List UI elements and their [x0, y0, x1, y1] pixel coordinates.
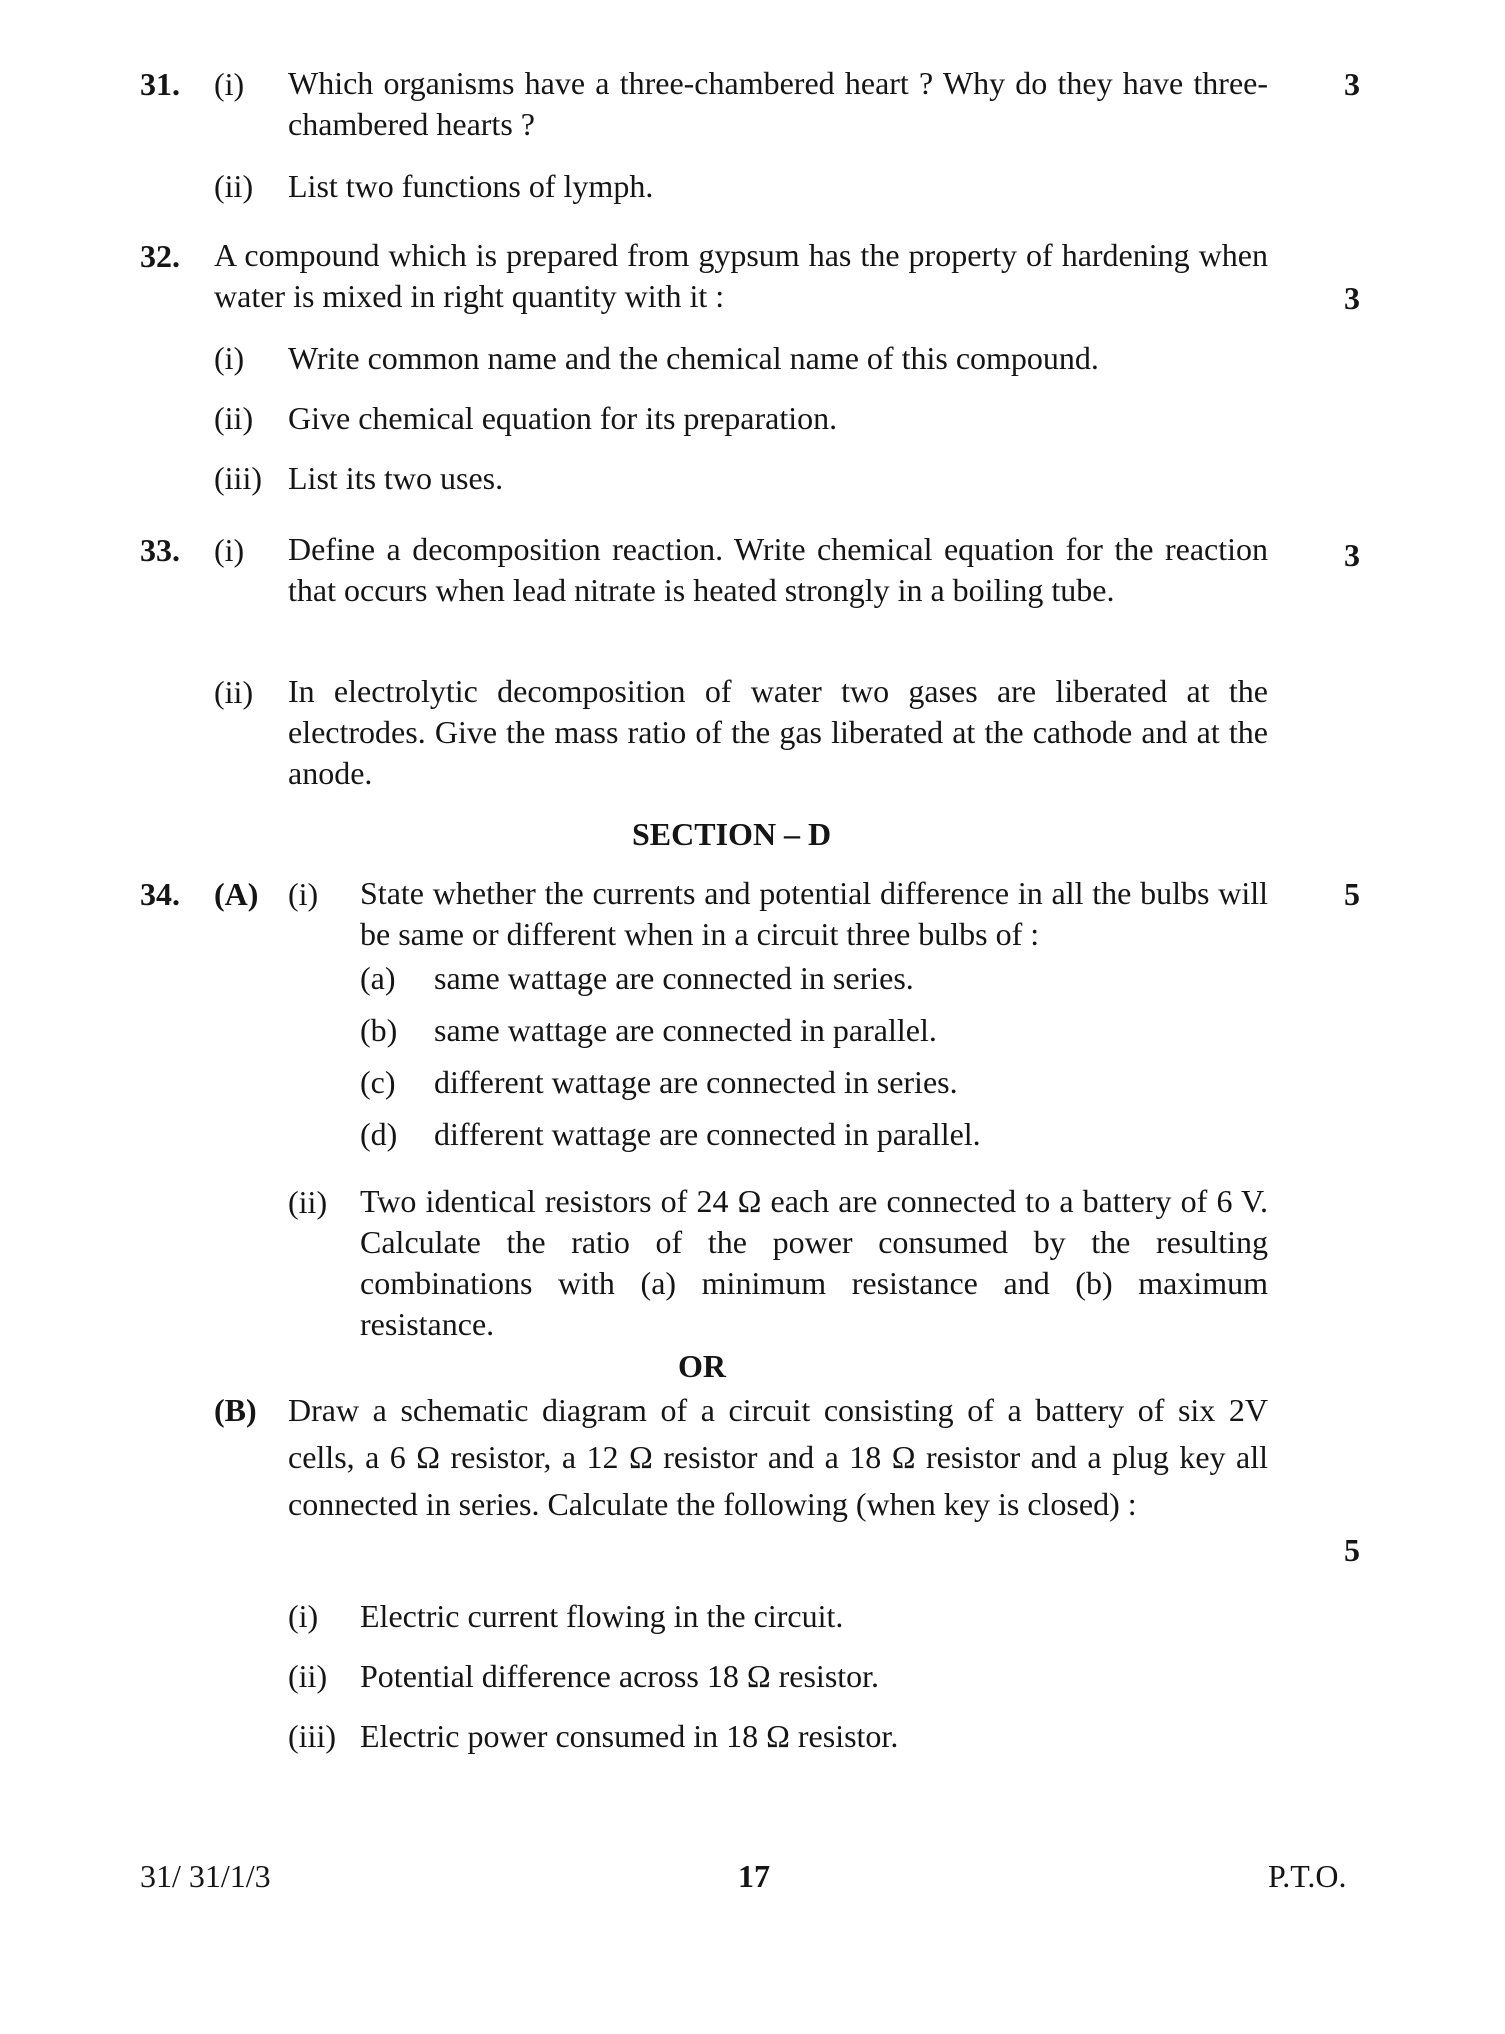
question-text: In electrolytic decomposition of water two gases are liberated at the electrodes. Give the mass ratio of the gas liberated at the cathode and at the anode. [288, 673, 1268, 791]
marks: 5 [1344, 876, 1360, 912]
question-text: Write common name and the chemical name of this compound. [288, 340, 1099, 376]
marks: 3 [1344, 537, 1360, 573]
option-label: (B) [214, 1392, 257, 1428]
part-label: (iii) [214, 460, 262, 496]
item-label: (c) [360, 1064, 396, 1100]
marks: 3 [1344, 280, 1360, 316]
part-label: (ii) [214, 168, 254, 204]
item-label: (a) [360, 960, 396, 996]
question-text: Give chemical equation for its preparation. [288, 400, 838, 436]
question-number: 32. [140, 238, 180, 274]
part-label: (i) [214, 66, 245, 102]
item-label: (ii) [288, 1658, 328, 1694]
question-text: Draw a schematic diagram of a circuit consisting of a battery of six 2V cells, a 6 Ω resistor, a 12 Ω resistor and a 18 Ω resistor and a plug key all connected in series. Calculate the following (when key is closed) : [288, 1392, 1268, 1522]
part-label: (ii) [214, 400, 254, 436]
item-text: same wattage are connected in parallel. [434, 1012, 937, 1048]
part-label: (ii) [214, 674, 254, 710]
item-label: (i) [288, 1598, 319, 1634]
paper-code: 31/ 31/1/3 [140, 1858, 271, 1894]
item-label: (b) [360, 1012, 398, 1048]
or-divider: OR [678, 1348, 726, 1384]
question-text: State whether the currents and potential difference in all the bulbs will be same or different when in a circuit three bulbs of : [360, 875, 1268, 952]
marks: 3 [1344, 66, 1360, 102]
question-text: Define a decomposition reaction. Write chemical equation for the reaction that occurs when lead nitrate is heated strongly in a boiling tube. [288, 531, 1268, 608]
item-text: Electric power consumed in 18 Ω resistor. [360, 1718, 899, 1754]
item-text: same wattage are connected in series. [434, 960, 914, 996]
question-text: A compound which is prepared from gypsum has the property of hardening when water is mixed in right quantity with it : [214, 237, 1268, 314]
page-number: 17 [738, 1858, 770, 1894]
item-label: (d) [360, 1116, 398, 1152]
section-heading: SECTION – D [632, 816, 832, 852]
item-text: different wattage are connected in parallel. [434, 1116, 981, 1152]
part-label: (i) [214, 532, 245, 568]
item-text: different wattage are connected in series. [434, 1064, 958, 1100]
question-number: 33. [140, 532, 180, 568]
part-label: (i) [288, 876, 319, 912]
question-text: List two functions of lymph. [288, 168, 654, 204]
question-text: Two identical resistors of 24 Ω each are connected to a battery of 6 V. Calculate the ratio of the power consumed by the resulting combinations with (a) minimum resistance and (b) maximum resistance. [360, 1183, 1268, 1342]
question-number: 34. [140, 876, 180, 912]
part-label: (i) [214, 340, 245, 376]
part-label: (ii) [288, 1184, 328, 1220]
question-text: Which organisms have a three-chambered heart ? Why do they have three-chambered hearts ? [288, 65, 1268, 142]
question-text: List its two uses. [288, 460, 504, 496]
pto-label: P.T.O. [1268, 1858, 1347, 1894]
item-text: Electric current flowing in the circuit. [360, 1598, 844, 1634]
marks: 5 [1344, 1532, 1360, 1568]
question-number: 31. [140, 66, 180, 102]
item-label: (iii) [288, 1718, 336, 1754]
option-label: (A) [214, 876, 259, 912]
item-text: Potential difference across 18 Ω resistor. [360, 1658, 880, 1694]
